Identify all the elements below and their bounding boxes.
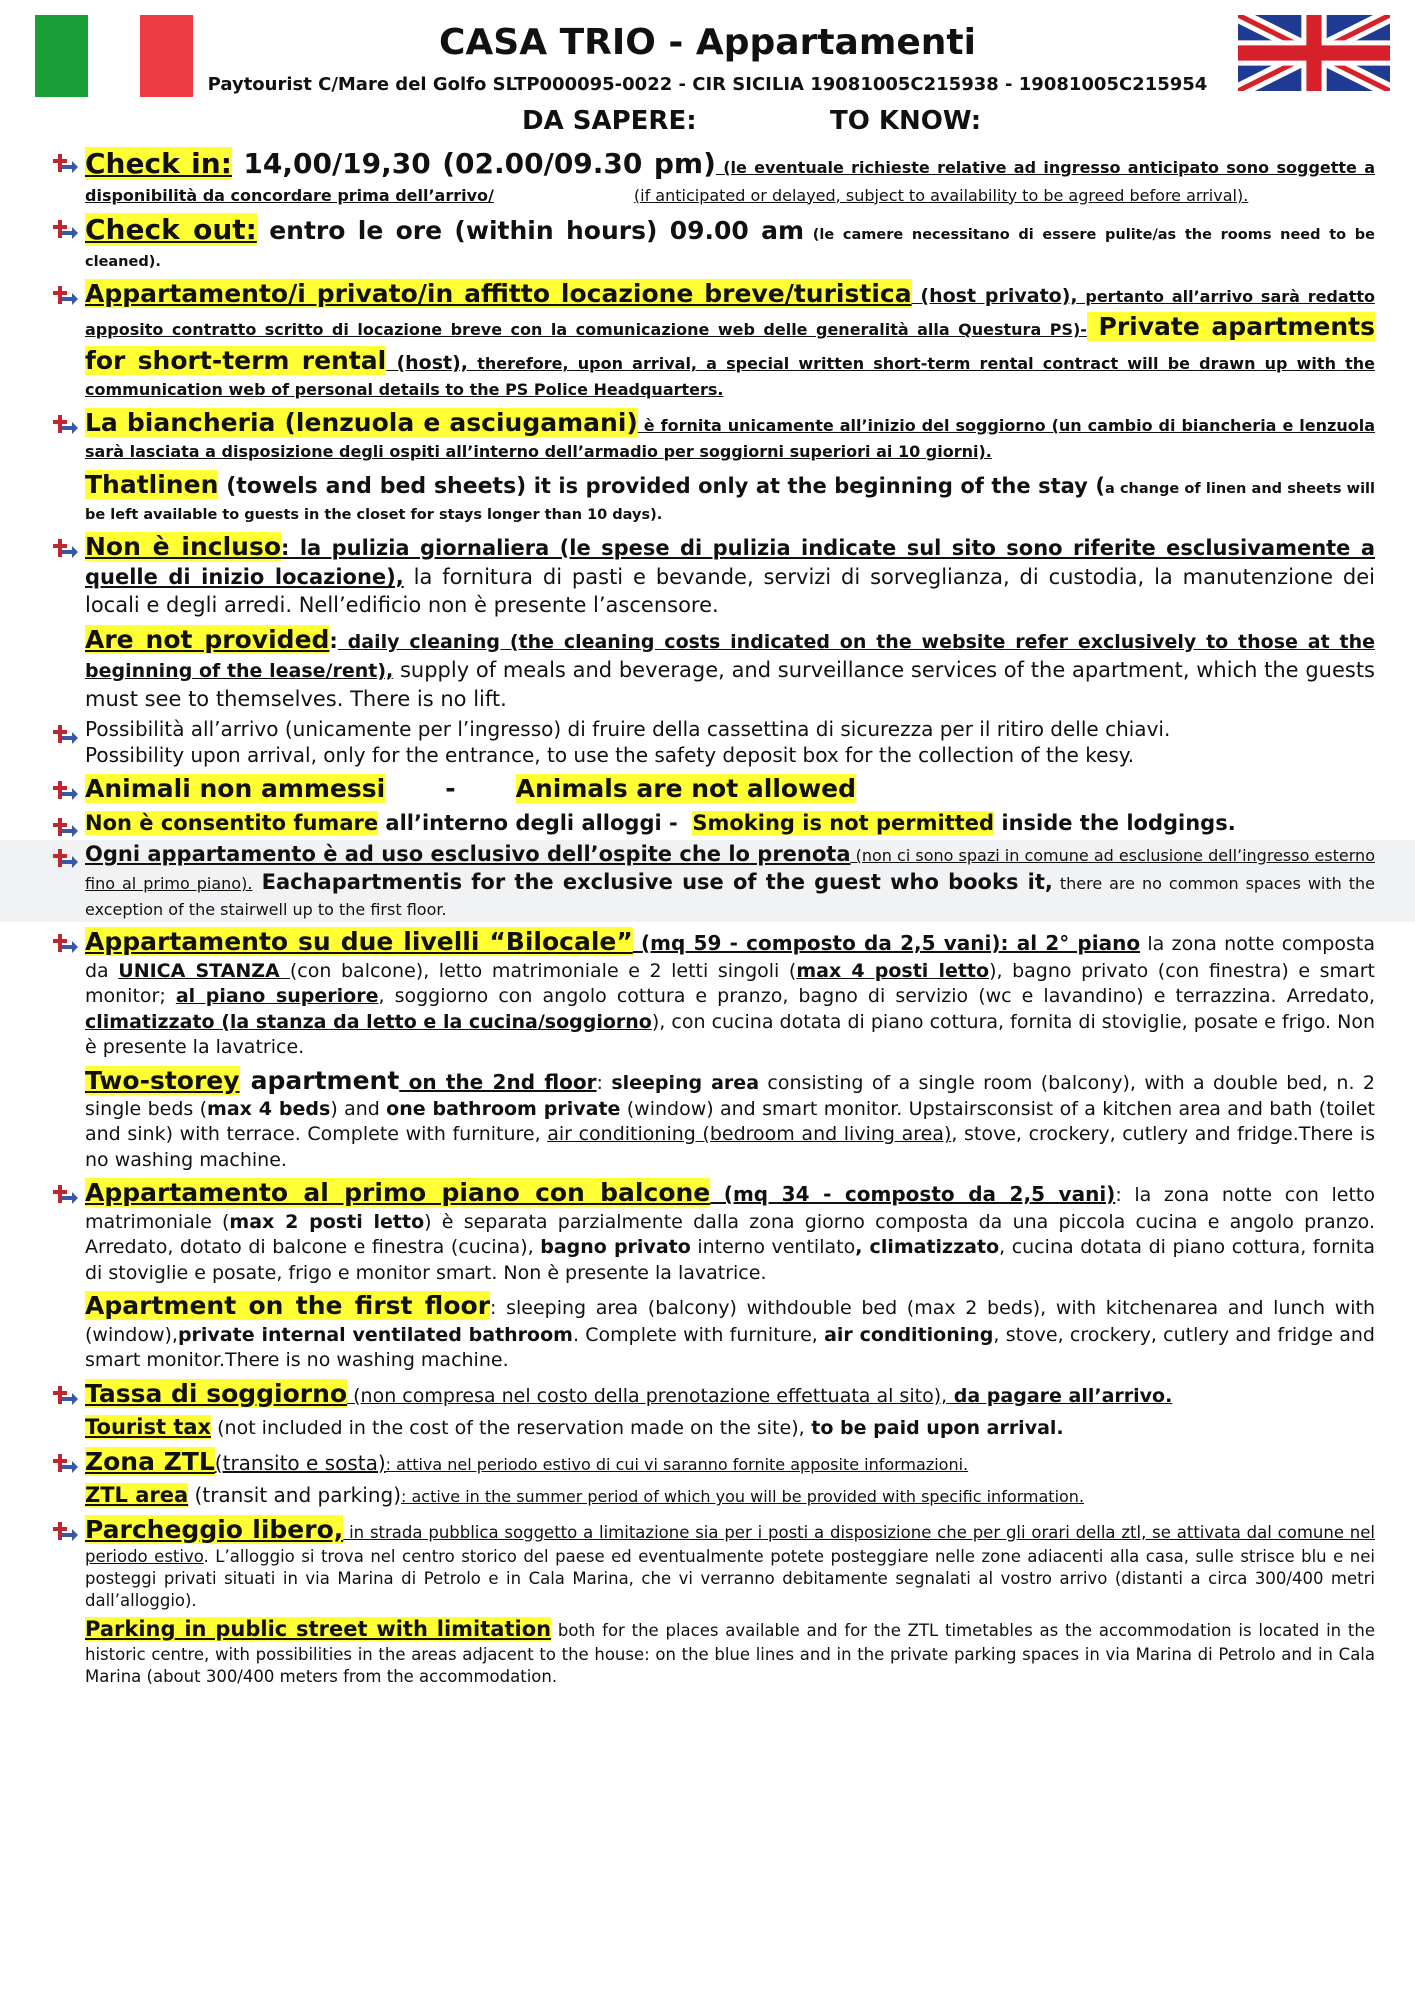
bilocale-eb2: max 4 beds	[207, 1098, 331, 1121]
private-text-en: therefore, upon arrival, a special written short-term rental contract will be drawn up with the communication web of personal details to the PS Police Headquarters.	[85, 353, 1376, 400]
bilocale-e5: , stove, crockery, cutlery and fridge.There is no washing machine.	[85, 1123, 1375, 1171]
not-included-title-it: Non è incluso	[85, 531, 282, 561]
bilocale-u2: max 4 posti letto	[796, 959, 990, 982]
private-host-it: (host privato),	[911, 284, 1078, 307]
linen-section-en	[0, 468, 1415, 527]
private-text-it: pertanto all’arrivo sarà redatto apposito contratto scritto di locazione breve con la comunicazione web delle generalità alla Questura PS)-	[85, 286, 1375, 340]
animals-section	[0, 772, 1415, 806]
parking-text-en: both for the places available and for the ZTL timetables as the accommodation is located in the historic centre, with possibilities in the areas adjacent to the house: on the blue lines and in the private parking spaces in via Marina di Petrolo and in Cala Marina (about 300/400 meters from the accommodation.	[85, 1621, 1376, 1686]
bullet-arrow-icon	[52, 1382, 78, 1408]
ztl-section-en	[0, 1481, 1415, 1509]
ztl-section	[0, 1445, 1415, 1479]
keybox-section	[0, 716, 1415, 770]
exclusive-use-section	[0, 840, 1415, 922]
parking-section-en	[0, 1615, 1415, 1687]
linen-text-en-small: a change of linen and sheets will be left available to guests in the closet for stays longer than 10 days).	[85, 480, 1375, 524]
balcony-e3: , stove, crockery, cutlery and fridge and smart monitor.There is no washing machine.	[85, 1323, 1375, 1372]
bullet-arrow-icon	[52, 535, 78, 561]
balcony-apartment-section	[0, 1176, 1415, 1286]
tax-title-en: Tourist tax	[85, 1415, 212, 1440]
linen-title-it: La biancheria	[85, 407, 276, 437]
balcony-e1: : sleeping area (balcony) withdouble bed (max 2 beds), with kitchenarea and lunch with (window),	[85, 1297, 1376, 1346]
bullet-arrow-icon	[52, 814, 78, 840]
ztl-paren-en: (transit and parking)	[188, 1483, 401, 1508]
bilocale-section-en	[0, 1064, 1415, 1174]
bullet-arrow-icon	[52, 150, 78, 176]
exclusive-text-it: Ogni appartamento è ad uso esclusivo dell’ospite che lo prenota	[85, 841, 851, 866]
bullet-arrow-icon	[52, 930, 78, 956]
not-provided-bold-en: daily cleaning (the cleaning costs indicated on the website refer exclusively to those at the beginning of the lease/rent),	[85, 630, 1375, 683]
parking-section	[0, 1513, 1415, 1613]
not-included-section	[0, 530, 1415, 620]
tax-bold-it: da pagare all’arrivo.	[947, 1384, 1173, 1407]
private-title-en: Private apartments for short-term rental	[85, 312, 1375, 375]
bilocale-u4: climatizzato (la stanza da letto e la cucina/soggiorno	[85, 1010, 652, 1033]
smoking-text-en: Smoking is not permitted	[692, 810, 995, 835]
checkout-hours: entro le ore (within hours) 09.00 am	[256, 215, 805, 245]
checkin-label: Check in:	[85, 147, 232, 180]
bilocale-meta-it: (mq 59 - composto da 2,5 vani): al 2° piano	[632, 931, 1141, 956]
exclusive-small-en: there are no common spaces with the exception of the stairwell up to the first floor.	[85, 874, 1375, 919]
to-know-heading: TO KNOW:	[830, 106, 982, 136]
bilocale-eb3: one bathroom private	[386, 1098, 621, 1121]
balcony-eb1: private internal ventilated bathroom	[177, 1323, 573, 1346]
bilocale-title-it: Appartamento su due livelli “Bilocale”	[85, 927, 633, 957]
linen-paren-en: (towels and bed sheets)	[218, 473, 527, 499]
bilocale-t3: ), bagno privato (con finestra) e smart monitor;	[85, 959, 1375, 1008]
smoking-text-it: Non è consentito fumare	[85, 810, 379, 835]
bilocale-eb1: sleeping area	[611, 1071, 760, 1094]
bullet-arrow-icon	[52, 845, 78, 871]
linen-paren-it: (lenzuola e asciugamani)	[275, 407, 638, 437]
bullet-arrow-icon	[52, 1181, 78, 1207]
private-rental-section	[0, 277, 1415, 403]
bilocale-title-en2: apartment	[239, 1065, 400, 1095]
animals-separator: -	[445, 774, 456, 804]
checkin-section	[0, 145, 1415, 208]
balcony-e2: . Complete with furniture,	[572, 1323, 825, 1346]
keybox-text-en: Possibility upon arrival, only for the entrance, to use the safety deposit box for the collection of the kesy.	[85, 743, 1135, 768]
bilocale-floor-en: on the 2nd floor	[399, 1069, 597, 1094]
ztl-title-en: ZTL area	[85, 1483, 189, 1508]
smoking-rest-it: all’interno degli alloggi -	[378, 810, 678, 835]
bilocale-t2: (con balcone), letto matrimoniale e 2 letti singoli (	[289, 959, 797, 982]
linen-title-en: Thatlinen	[85, 469, 219, 499]
linen-text-en: it is provided only at the beginning of the stay (	[526, 473, 1105, 498]
ztl-paren-it: (transito e sosta)	[214, 1450, 386, 1475]
exclusive-text-en: Eachapartmentis for the exclusive use of the guest who books it,	[252, 870, 1053, 895]
balcony-t2: ) è separata parzialmente dalla zona giorno composta da una piccola cucina e angolo pranzo. Arredato, dotato di balcone e finestra (cucina),	[85, 1210, 1375, 1259]
bullet-arrow-icon	[52, 1450, 78, 1476]
checkout-note: (le camere necessitano di essere pulite/as the rooms need to be cleaned).	[85, 226, 1375, 271]
not-included-bold-it: : la pulizia giornaliera (le spese di pulizia indicate sul sito sono riferite esclusivamente a quelle di inizio locazione),	[85, 535, 1375, 590]
bilocale-e3: ) and	[330, 1098, 387, 1121]
parking-title-en: Parking in public street with limitation	[85, 1617, 552, 1642]
parking-title-it: Parcheggio libero,	[85, 1514, 344, 1544]
tax-text-en: (not included in the cost of the reservation made on the site),	[211, 1417, 805, 1440]
animals-text-en: Animals are not allowed	[515, 774, 857, 804]
tax-title-it: Tassa di soggiorno	[85, 1378, 348, 1408]
balcony-b3: , climatizzato	[855, 1236, 1000, 1259]
ztl-text-it: : attiva nel periodo estivo di cui vi saranno fornite apposite informazioni.	[385, 1454, 969, 1474]
bullet-arrow-icon	[52, 216, 78, 242]
animals-text-it: Animali non ammessi	[85, 774, 386, 804]
not-provided-section	[0, 623, 1415, 713]
smoking-rest-en: inside the lodgings.	[994, 810, 1236, 835]
parking-text-it: . L’alloggio si trova nel centro storico del paese ed eventualmente potete posteggiare nelle zone adiacenti alla casa, sulle strisce blu e nei posteggi privati situati in via Marina di Petrolo e in Cala Marina, che vi verranno debitamente segnalati al vostro arrivo (distanti a circa 300/400 metri dall’alloggio).	[85, 1547, 1375, 1611]
bullet-arrow-icon	[52, 721, 78, 747]
balcony-apartment-section-en	[0, 1289, 1415, 1373]
balcony-meta-it: (mq 34 - composto da 2,5 vani)	[710, 1182, 1116, 1207]
not-included-text-it: la fornitura di pasti e bevande, servizi di sorveglianza, di custodia, la manutenzione dei locali e degli arredi. Nell’edificio non è presente l’ascensore.	[85, 565, 1375, 618]
exclusive-small-it: (non ci sono spazi in comune ad esclusione dell’ingresso esterno fino al primo piano).	[85, 845, 1375, 894]
bullet-arrow-icon	[52, 282, 78, 308]
license-codes: Paytourist C/Mare del Golfo SLTP000095-0022 - CIR SICILIA 19081005C215938 - 19081005C215954	[207, 74, 1208, 95]
not-provided-colon: :	[329, 628, 338, 653]
checkin-note-it: (le eventuale richieste relative ad ingresso anticipato sono soggette a disponibilità da concordare prima dell’arrivo/	[85, 158, 1375, 205]
parking-under-it: in strada pubblica soggetto a limitazione sia per i posti a disposizione che per gli orari della ztl, se attivata dal comune nel periodo estivo	[85, 1522, 1375, 1567]
tax-bold-en: to be paid upon arrival.	[804, 1417, 1064, 1440]
linen-text-it: è fornita unicamente all’inizio del soggiorno (un cambio di biancheria e lenzuola sarà lasciata a disposizione degli ospiti all’interno dell’armadio per soggiorni superiori ai 10 giorni).	[85, 415, 1375, 462]
bilocale-t4: , soggiorno con angolo cottura e pranzo, bagno di servizio (wc e lavandino) e terrazzina. Arredato,	[378, 985, 1375, 1008]
smoking-section	[0, 809, 1415, 837]
keybox-text-it: Possibilità all’arrivo (unicamente per l’ingresso) di fruire della cassettina di sicurezza per il ritiro delle chiavi.	[85, 716, 1171, 741]
bullet-arrow-icon	[52, 777, 78, 803]
tax-text-it: (non compresa nel costo della prenotazione effettuata al sito),	[347, 1384, 948, 1407]
checkin-note-en: (if anticipated or delayed, subject to availability to be agreed before arrival).	[633, 185, 1249, 205]
bilocale-t1: la zona notte composta da	[85, 933, 1375, 982]
balcony-b1: max 2 posti letto	[229, 1210, 425, 1233]
private-host-en: (host),	[386, 351, 469, 374]
checkout-label: Check out:	[85, 212, 257, 246]
ztl-title-it: Zona ZTL	[85, 1446, 215, 1476]
da-sapere-heading: DA SAPERE:	[522, 106, 697, 136]
bullet-arrow-icon	[52, 1518, 78, 1544]
bilocale-e2: consisting of a single room (balcony), with a double bed, n. 2 single beds (	[85, 1071, 1375, 1121]
page-title: CASA TRIO - Appartamenti	[439, 22, 976, 63]
not-provided-title-en: Are not provided	[85, 624, 330, 654]
tourist-tax-section	[0, 1377, 1415, 1411]
rules-list	[0, 145, 1415, 1691]
balcony-b2: bagno privato	[540, 1236, 691, 1259]
linen-section	[0, 406, 1415, 465]
bilocale-e4: (window) and smart monitor. Upstairsconsist of a kitchen area and bath (toilet and sink) with terrace. Complete with furniture,	[85, 1098, 1375, 1146]
checkout-section	[0, 211, 1415, 274]
bilocale-title-en: Two-storey	[85, 1065, 240, 1095]
not-provided-text-en: supply of meals and beverage, and surveillance services of the apartment, which the guests must see to themselves. There is no lift.	[85, 658, 1375, 711]
bilocale-u1: UNICA STANZA	[118, 959, 290, 982]
ztl-text-en: : active in the summer period of which you will be provided with specific information.	[401, 1487, 1085, 1507]
bilocale-t5: ), con cucina dotata di piano cottura, fornita di stoviglie, posate e frigo. Non è presente la lavatrice.	[85, 1010, 1375, 1059]
checkin-hours: 14,00/19,30 (02.00/09.30 pm)	[231, 147, 716, 180]
bilocale-section	[0, 925, 1415, 1060]
balcony-title-en: Apartment on the first floor	[85, 1291, 491, 1321]
bilocale-e1: :	[596, 1071, 612, 1094]
balcony-t1: : la zona notte con letto matrimoniale (	[85, 1184, 1375, 1233]
balcony-t3: interno ventilato	[690, 1236, 856, 1259]
private-title-it: Appartamento/i privato/in affitto locazione breve/turistica	[85, 278, 912, 308]
balcony-t4: , cucina dotata di piano cottura, fornita di stoviglie e posate, frigo e monitor smart. Non è presente la lavatrice.	[85, 1236, 1375, 1284]
balcony-title-it: Appartamento al primo piano con balcone	[85, 1178, 711, 1208]
bullet-arrow-icon	[52, 411, 78, 437]
tourist-tax-section-en	[0, 1413, 1415, 1441]
bilocale-u3: al piano superiore	[175, 985, 379, 1008]
bilocale-eu4: air conditioning (bedroom and living area)	[547, 1123, 952, 1146]
balcony-eb2: air conditioning	[824, 1323, 994, 1346]
